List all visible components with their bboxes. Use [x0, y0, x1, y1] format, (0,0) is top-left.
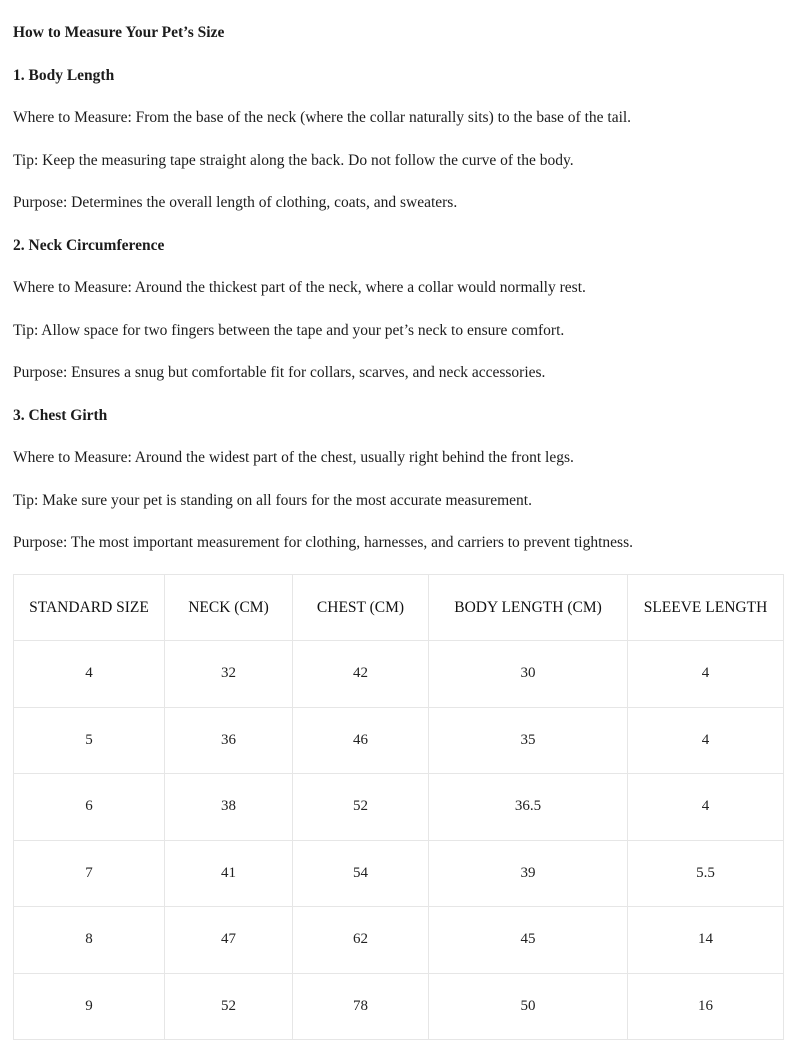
table-cell: 7: [14, 840, 165, 907]
section-heading-body-length: 1. Body Length: [13, 67, 115, 84]
column-header-body-length: BODY LENGTH (CM): [429, 575, 628, 641]
body-length-purpose: Purpose: Determines the overall length of clothing, coats, and sweaters.: [13, 194, 458, 211]
table-row: [14, 774, 784, 841]
table-cell: 32: [165, 641, 293, 708]
table-cell: 78: [293, 973, 429, 1040]
table-cell: 39: [429, 840, 628, 907]
table-header-row: [14, 575, 784, 641]
column-header-chest: CHEST (CM): [293, 575, 429, 641]
table-cell: 16: [628, 973, 784, 1040]
column-header-neck: NECK (CM): [165, 575, 293, 641]
table-cell: 45: [429, 907, 628, 974]
table-cell: 50: [429, 973, 628, 1040]
table-cell: 4: [628, 707, 784, 774]
table-cell: 54: [293, 840, 429, 907]
table-cell: 62: [293, 907, 429, 974]
column-header-standard-size: STANDARD SIZE: [14, 575, 165, 641]
table-row: [14, 907, 784, 974]
table-cell: 9: [14, 973, 165, 1040]
table-cell: 4: [628, 641, 784, 708]
page-title: How to Measure Your Pet’s Size: [13, 24, 225, 41]
table-row: [14, 840, 784, 907]
table-cell: 30: [429, 641, 628, 708]
table-cell: 52: [293, 774, 429, 841]
table-cell: 36.5: [429, 774, 628, 841]
chest-tip: Tip: Make sure your pet is standing on all fours for the most accurate measurement.: [13, 492, 532, 509]
table-cell: 52: [165, 973, 293, 1040]
table-cell: 35: [429, 707, 628, 774]
table-cell: 14: [628, 907, 784, 974]
chest-where: Where to Measure: Around the widest part of the chest, usually right behind the front legs.: [13, 449, 574, 466]
table-cell: 36: [165, 707, 293, 774]
column-header-sleeve-length: SLEEVE LENGTH: [628, 575, 784, 641]
table-cell: 41: [165, 840, 293, 907]
table-cell: 5: [14, 707, 165, 774]
table-row: [14, 707, 784, 774]
body-length-tip: Tip: Keep the measuring tape straight along the back. Do not follow the curve of the body.: [13, 152, 574, 169]
body-length-where: Where to Measure: From the base of the neck (where the collar naturally sits) to the base of the tail.: [13, 109, 632, 126]
neck-purpose: Purpose: Ensures a snug but comfortable fit for collars, scarves, and neck accessories.: [13, 364, 546, 381]
size-chart-table: [13, 574, 784, 1040]
section-heading-chest: 3. Chest Girth: [13, 407, 108, 424]
table-cell: 8: [14, 907, 165, 974]
table-cell: 46: [293, 707, 429, 774]
table-row: [14, 973, 784, 1040]
neck-tip: Tip: Allow space for two fingers between the tape and your pet’s neck to ensure comfort.: [13, 322, 565, 339]
table-cell: 38: [165, 774, 293, 841]
table-cell: 6: [14, 774, 165, 841]
chest-purpose: Purpose: The most important measurement for clothing, harnesses, and carriers to prevent tightness.: [13, 534, 633, 551]
table-cell: 5.5: [628, 840, 784, 907]
table-cell: 4: [628, 774, 784, 841]
table-cell: 47: [165, 907, 293, 974]
table-cell: 4: [14, 641, 165, 708]
section-heading-neck: 2. Neck Circumference: [13, 237, 165, 254]
table-cell: 42: [293, 641, 429, 708]
neck-where: Where to Measure: Around the thickest part of the neck, where a collar would normally rest.: [13, 279, 586, 296]
table-row: [14, 641, 784, 708]
